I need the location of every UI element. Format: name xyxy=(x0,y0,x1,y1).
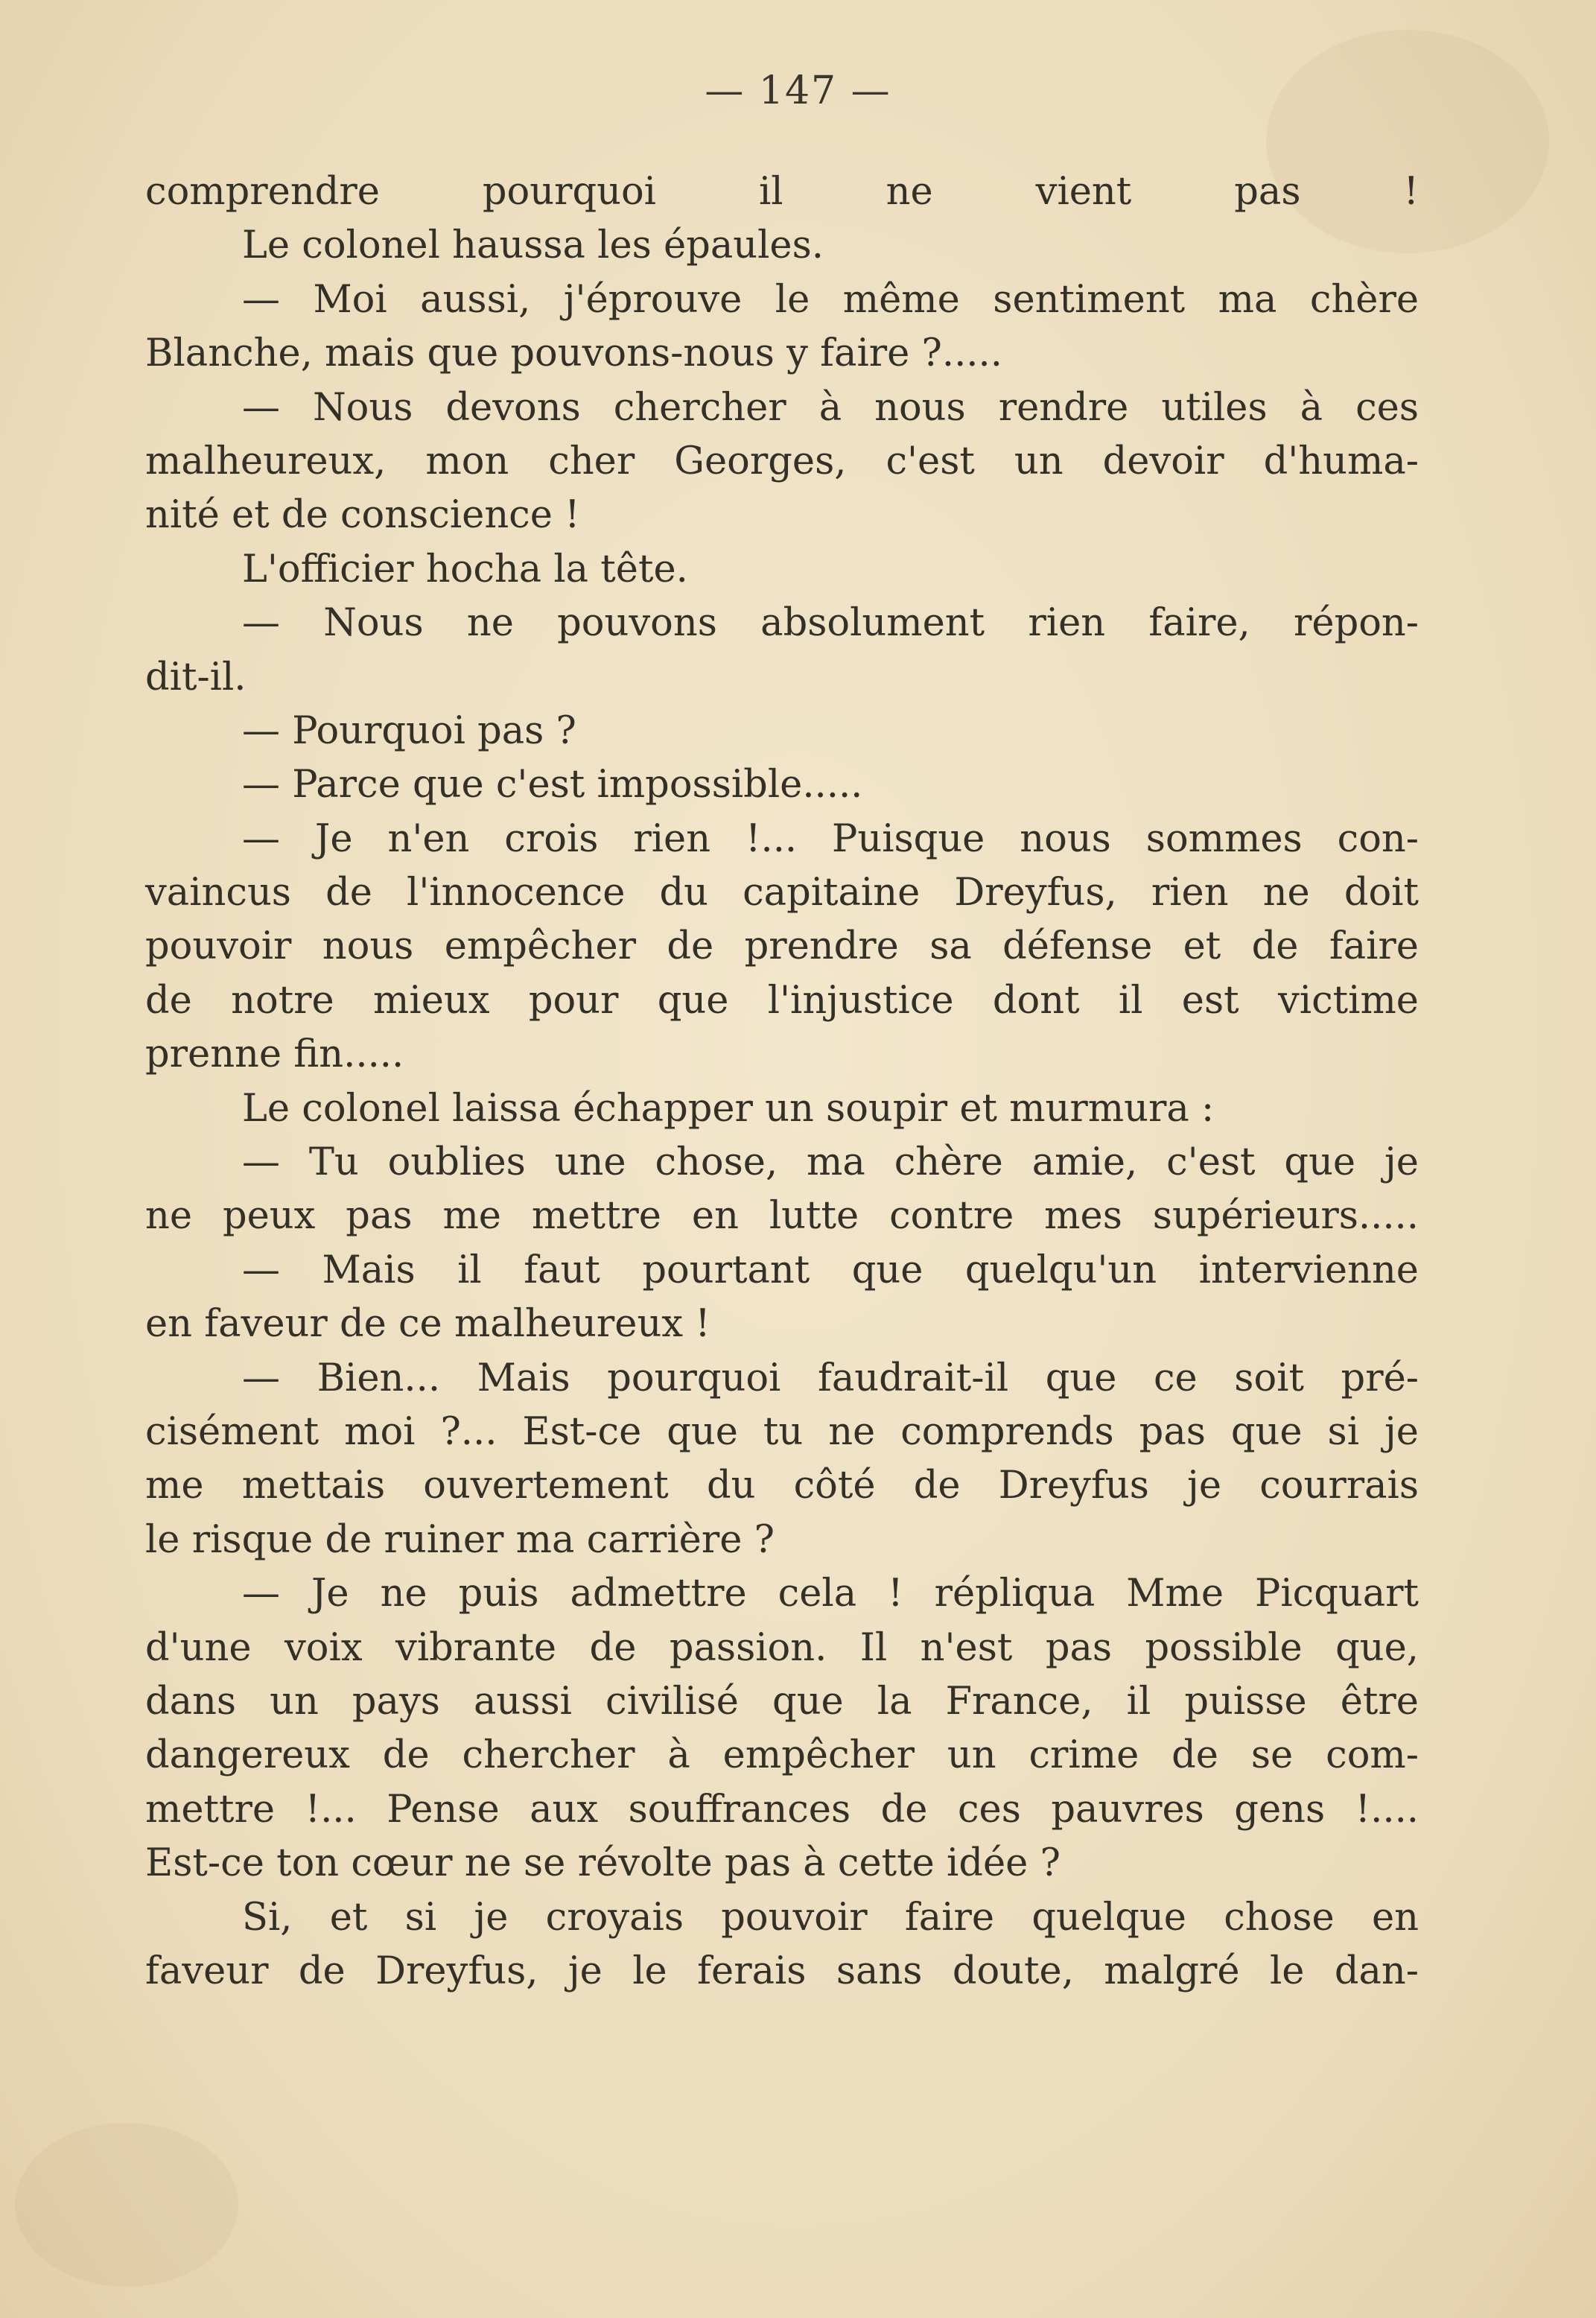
text-line: — Je n'en crois rien !... Puisque nous sommes con- xyxy=(242,816,1419,861)
text-line: dangereux de chercher à empêcher un crime de se com- xyxy=(145,1733,1419,1778)
text-line: comprendre pourquoi il ne vient pas ! xyxy=(145,170,1419,214)
text-line: L'officier hocha la tête. xyxy=(242,547,688,591)
text-line: — Nous devons chercher à nous rendre utiles à ces xyxy=(242,385,1419,430)
text-line: — Tu oublies une chose, ma chère amie, c'est que je xyxy=(242,1140,1419,1185)
text-line: Est-ce ton cœur ne se révolte pas à cette idée ? xyxy=(145,1841,1061,1886)
text-line: me mettais ouvertement du côté de Dreyfus je courrais xyxy=(145,1464,1419,1508)
text-line: ne peux pas me mettre en lutte contre mes supérieurs..... xyxy=(145,1194,1419,1239)
text-line: prenne fin..... xyxy=(145,1032,404,1077)
paper-stain xyxy=(15,2123,238,2287)
text-line: le risque de ruiner ma carrière ? xyxy=(145,1517,775,1562)
text-line: faveur de Dreyfus, je le ferais sans doute, malgré le dan- xyxy=(145,1949,1419,1993)
text-line: — Bien... Mais pourquoi faudrait-il que ce soit pré- xyxy=(242,1356,1419,1400)
text-line: — Parce que c'est impossible..... xyxy=(242,763,863,807)
text-line: pouvoir nous empêcher de prendre sa défense et de faire xyxy=(145,924,1419,969)
text-line: en faveur de ce malheureux ! xyxy=(145,1302,710,1347)
text-line: nité et de conscience ! xyxy=(145,493,580,538)
text-line: d'une voix vibrante de passion. Il n'est pas possible que, xyxy=(145,1625,1419,1670)
text-line: de notre mieux pour que l'injustice dont il est victime xyxy=(145,978,1419,1023)
text-line: Blanche, mais que pouvons-nous y faire ?..... xyxy=(145,331,1002,376)
text-line: malheureux, mon cher Georges, c'est un devoir d'huma- xyxy=(145,439,1419,483)
text-line: Si, et si je croyais pouvoir faire quelque chose en xyxy=(242,1895,1419,1940)
text-line: Le colonel laissa échapper un soupir et murmura : xyxy=(242,1086,1215,1131)
text-line: cisément moi ?... Est-ce que tu ne comprends pas que si je xyxy=(145,1409,1419,1454)
text-line: dans un pays aussi civilisé que la France, il puisse être xyxy=(145,1679,1419,1724)
text-line: — Moi aussi, j'éprouve le même sentiment ma chère xyxy=(242,277,1419,322)
text-line: vaincus de l'innocence du capitaine Dreyfus, rien ne doit xyxy=(145,871,1419,915)
text-line: — Mais il faut pourtant que quelqu'un intervienne xyxy=(242,1248,1419,1292)
text-line: — Nous ne pouvons absolument rien faire, répon- xyxy=(242,601,1419,646)
text-line: Le colonel haussa les épaules. xyxy=(242,223,824,268)
page-body xyxy=(145,165,1419,1998)
text-line: mettre !... Pense aux souffrances de ces pauvres gens !.... xyxy=(145,1787,1419,1832)
page-number: — 147 — xyxy=(705,69,891,113)
text-line: — Je ne puis admettre cela ! répliqua Mme Picquart xyxy=(242,1572,1419,1616)
text-line: dit-il. xyxy=(145,655,247,699)
text-line: — Pourquoi pas ? xyxy=(242,708,576,753)
